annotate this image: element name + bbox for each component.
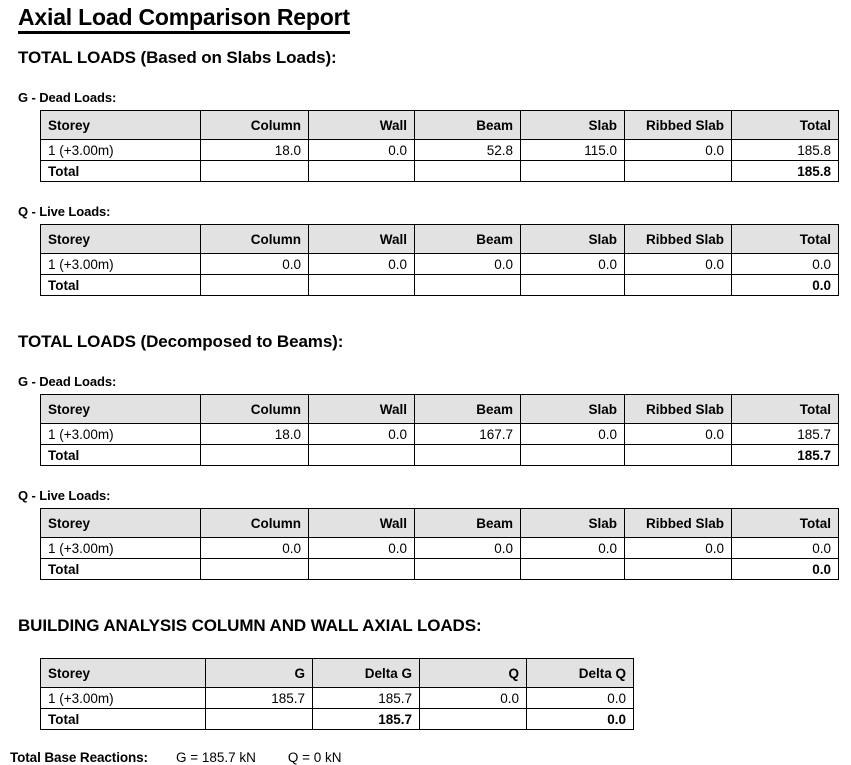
cell-total-column [201, 161, 309, 182]
section-heading-building-analysis: BUILDING ANALYSIS COLUMN AND WALL AXIAL LOADS: [18, 616, 482, 636]
column-header-slab: Slab [521, 225, 625, 254]
cell-total-wall [309, 275, 415, 296]
cell-total-wall [309, 445, 415, 466]
cell-slab: 0.0 [521, 254, 625, 275]
cell-total-label: Total [41, 709, 206, 730]
table-header-row [41, 111, 839, 140]
cell-ribbed-slab: 0.0 [625, 140, 732, 161]
table-row [41, 254, 839, 275]
cell-storey: 1 (+3.00m) [41, 140, 201, 161]
cell-total-slab [521, 445, 625, 466]
cell-storey: 1 (+3.00m) [41, 538, 201, 559]
cell-total-delta-g: 185.7 [313, 709, 420, 730]
total-base-reactions [0, 750, 851, 765]
cell-wall: 0.0 [309, 254, 415, 275]
table-label-live-loads-slabs: Q - Live Loads: [18, 204, 111, 220]
cell-total-column [201, 559, 309, 580]
cell-wall: 0.0 [309, 538, 415, 559]
table-total-row [41, 709, 634, 730]
cell-total-sum: 185.7 [732, 445, 839, 466]
column-header-ribbed-slab: Ribbed Slab [625, 111, 732, 140]
cell-total: 0.0 [732, 538, 839, 559]
table-row [41, 140, 839, 161]
cell-total-label: Total [41, 559, 201, 580]
table-label-dead-loads-slabs: G - Dead Loads: [18, 90, 117, 106]
cell-beam: 0.0 [415, 538, 521, 559]
page-title-container [0, 0, 851, 34]
cell-ribbed-slab: 0.0 [625, 254, 732, 275]
cell-total-slab [521, 275, 625, 296]
cell-total-wall [309, 559, 415, 580]
column-header-wall: Wall [309, 395, 415, 424]
cell-g: 185.7 [206, 688, 313, 709]
table-building-analysis [40, 658, 634, 730]
column-header-storey: Storey [41, 395, 201, 424]
column-header-beam: Beam [415, 225, 521, 254]
cell-total-ribbed-slab [625, 559, 732, 580]
column-header-total: Total [732, 395, 839, 424]
column-header-wall: Wall [309, 509, 415, 538]
page-title: Axial Load Comparison Report [18, 0, 350, 34]
cell-total-sum: 185.8 [732, 161, 839, 182]
table-row [41, 538, 839, 559]
cell-total-delta-q: 0.0 [527, 709, 634, 730]
cell-q: 0.0 [420, 688, 527, 709]
column-header-wall: Wall [309, 225, 415, 254]
table-dead-loads-beams [40, 394, 839, 466]
column-header-ribbed-slab: Ribbed Slab [625, 225, 732, 254]
cell-ribbed-slab: 0.0 [625, 538, 732, 559]
cell-column: 18.0 [201, 424, 309, 445]
cell-total: 185.7 [732, 424, 839, 445]
cell-delta-g: 185.7 [313, 688, 420, 709]
cell-wall: 0.0 [309, 140, 415, 161]
cell-total-label: Total [41, 275, 201, 296]
cell-slab: 0.0 [521, 424, 625, 445]
cell-storey: 1 (+3.00m) [41, 688, 206, 709]
cell-total-wall [309, 161, 415, 182]
column-header-storey: Storey [41, 111, 201, 140]
column-header-total: Total [732, 111, 839, 140]
table-total-row [41, 161, 839, 182]
column-header-slab: Slab [521, 509, 625, 538]
cell-column: 0.0 [201, 538, 309, 559]
column-header-column: Column [201, 509, 309, 538]
table-total-row [41, 559, 839, 580]
cell-total-sum: 0.0 [732, 275, 839, 296]
cell-beam: 0.0 [415, 254, 521, 275]
total-base-reactions-values [176, 750, 374, 765]
table-total-row [41, 275, 839, 296]
cell-storey: 1 (+3.00m) [41, 424, 201, 445]
cell-total-beam [415, 161, 521, 182]
column-header-storey: Storey [41, 509, 201, 538]
cell-total-ribbed-slab [625, 275, 732, 296]
section-heading-total-loads-beams: TOTAL LOADS (Decomposed to Beams): [18, 332, 344, 352]
table-header-row [41, 509, 839, 538]
cell-total-label: Total [41, 161, 201, 182]
cell-total-beam [415, 275, 521, 296]
column-header-slab: Slab [521, 111, 625, 140]
cell-beam: 167.7 [415, 424, 521, 445]
cell-total-ribbed-slab [625, 161, 732, 182]
total-base-reactions-label: Total Base Reactions: [10, 750, 148, 765]
cell-slab: 0.0 [521, 538, 625, 559]
cell-storey: 1 (+3.00m) [41, 254, 201, 275]
table-row [41, 688, 634, 709]
column-header-beam: Beam [415, 111, 521, 140]
cell-column: 0.0 [201, 254, 309, 275]
table-label-live-loads-beams: Q - Live Loads: [18, 488, 111, 504]
cell-ribbed-slab: 0.0 [625, 424, 732, 445]
table-header-row [41, 395, 839, 424]
cell-total-beam [415, 559, 521, 580]
column-header-ribbed-slab: Ribbed Slab [625, 509, 732, 538]
cell-total-label: Total [41, 445, 201, 466]
column-header-delta-g: Delta G [313, 659, 420, 688]
cell-total-ribbed-slab [625, 445, 732, 466]
cell-wall: 0.0 [309, 424, 415, 445]
column-header-wall: Wall [309, 111, 415, 140]
column-header-column: Column [201, 111, 309, 140]
base-reaction-g-value: G = 185.7 kN [175, 750, 256, 765]
table-total-row [41, 445, 839, 466]
column-header-storey: Storey [41, 659, 206, 688]
cell-delta-q: 0.0 [527, 688, 634, 709]
table-label-dead-loads-beams: G - Dead Loads: [18, 374, 117, 390]
column-header-beam: Beam [415, 509, 521, 538]
column-header-delta-q: Delta Q [527, 659, 634, 688]
cell-total-q [420, 709, 527, 730]
table-row [41, 424, 839, 445]
cell-total: 185.8 [732, 140, 839, 161]
table-live-loads-slabs [40, 224, 839, 296]
column-header-total: Total [732, 225, 839, 254]
column-header-total: Total [732, 509, 839, 538]
column-header-slab: Slab [521, 395, 625, 424]
cell-total-beam [415, 445, 521, 466]
table-header-row [41, 225, 839, 254]
cell-total-slab [521, 559, 625, 580]
base-reaction-q-value: Q = 0 kN [287, 750, 342, 765]
cell-total-slab [521, 161, 625, 182]
column-header-column: Column [201, 225, 309, 254]
cell-beam: 52.8 [415, 140, 521, 161]
column-header-g: G [206, 659, 313, 688]
cell-slab: 115.0 [521, 140, 625, 161]
column-header-storey: Storey [41, 225, 201, 254]
table-dead-loads-slabs [40, 110, 839, 182]
cell-total-sum: 0.0 [732, 559, 839, 580]
table-header-row [41, 659, 634, 688]
cell-total-column [201, 445, 309, 466]
section-heading-total-loads-slabs: TOTAL LOADS (Based on Slabs Loads): [18, 48, 337, 68]
column-header-q: Q [420, 659, 527, 688]
cell-total: 0.0 [732, 254, 839, 275]
cell-total-column [201, 275, 309, 296]
column-header-beam: Beam [415, 395, 521, 424]
column-header-ribbed-slab: Ribbed Slab [625, 395, 732, 424]
table-live-loads-beams [40, 508, 839, 580]
cell-total-g [206, 709, 313, 730]
column-header-column: Column [201, 395, 309, 424]
cell-column: 18.0 [201, 140, 309, 161]
